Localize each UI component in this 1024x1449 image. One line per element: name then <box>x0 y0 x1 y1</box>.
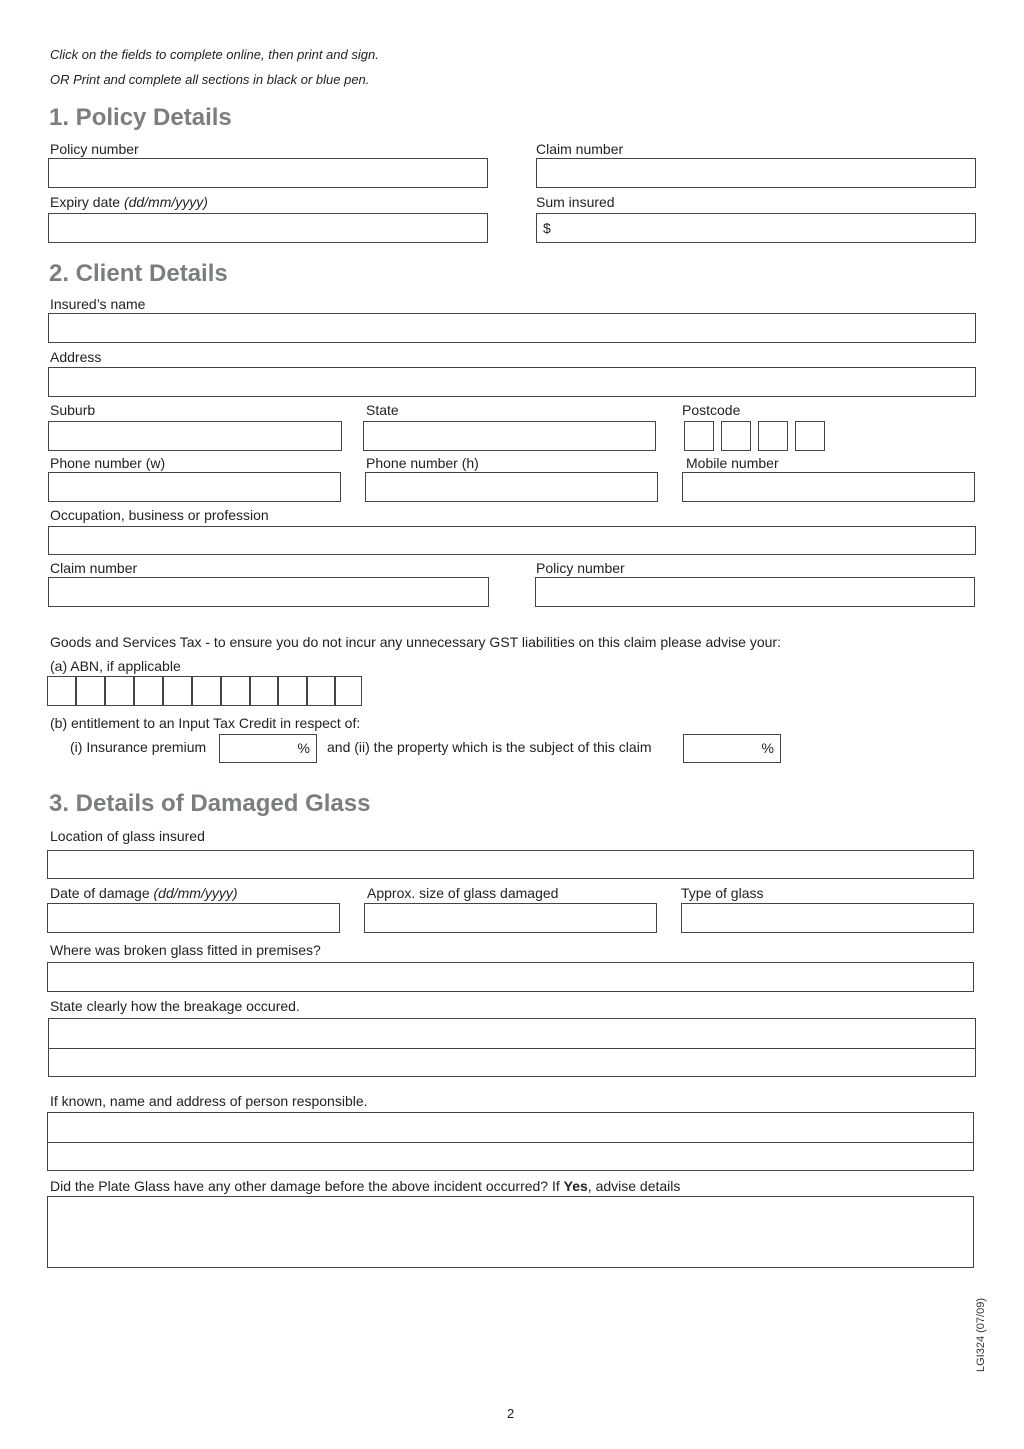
fitted-label: Where was broken glass fitted in premises? <box>50 942 321 958</box>
claim-number-field[interactable] <box>536 158 976 188</box>
abn-digit-6[interactable] <box>192 676 221 706</box>
address-field[interactable] <box>48 367 976 397</box>
other-damage-field[interactable] <box>47 1196 974 1268</box>
breakage-label: State clearly how the breakage occured. <box>50 998 300 1014</box>
fitted-field[interactable] <box>47 962 974 992</box>
sum-insured-field[interactable] <box>536 213 976 243</box>
percent-sign: % <box>297 740 310 756</box>
section-1-title: 1. Policy Details <box>49 104 232 131</box>
occupation-field[interactable] <box>48 526 976 555</box>
abn-digit-10[interactable] <box>307 676 335 706</box>
client-policy-number-label: Policy number <box>536 560 625 576</box>
postcode-digit-1[interactable] <box>684 421 714 451</box>
property-percent-field[interactable] <box>683 734 781 763</box>
type-field[interactable] <box>681 903 974 933</box>
abn-digit-11[interactable] <box>335 676 362 706</box>
expiry-date-label: Expiry date (dd/mm/yyyy) <box>50 194 208 210</box>
state-label: State <box>366 402 399 418</box>
claim-number-label: Claim number <box>536 141 624 157</box>
occupation-label: Occupation, business or profession <box>50 507 269 523</box>
mobile-field[interactable] <box>682 472 975 502</box>
responsible-label: If known, name and address of person responsible. <box>50 1093 368 1109</box>
postcode-digit-4[interactable] <box>795 421 825 451</box>
breakage-field-line-2[interactable] <box>48 1048 976 1077</box>
responsible-field-line-1[interactable] <box>47 1112 974 1143</box>
abn-label: (a) ABN, if applicable <box>50 658 181 674</box>
itc-label: (b) entitlement to an Input Tax Credit in respect of: <box>50 715 361 731</box>
breakage-field-line-1[interactable] <box>48 1018 976 1049</box>
property-label: and (ii) the property which is the subject of this claim <box>327 739 652 755</box>
expiry-date-field[interactable] <box>48 213 488 243</box>
client-claim-number-field[interactable] <box>48 577 489 607</box>
mobile-label: Mobile number <box>686 455 779 471</box>
client-policy-number-field[interactable] <box>535 577 975 607</box>
abn-digit-8[interactable] <box>250 676 278 706</box>
type-label: Type of glass <box>681 885 764 901</box>
gst-text: Goods and Services Tax - to ensure you do not incur any unnecessary GST liabilities on this claim please advise your: <box>50 634 781 650</box>
intro-line-1: Click on the fields to complete online, then print and sign. <box>50 47 379 62</box>
insured-name-field[interactable] <box>48 313 976 343</box>
phone-w-label: Phone number (w) <box>50 455 166 471</box>
form-code: LGI324 (07/09) <box>975 1298 987 1372</box>
section-2-title: 2. Client Details <box>49 260 228 287</box>
phone-w-field[interactable] <box>48 472 341 502</box>
abn-digit-2[interactable] <box>76 676 105 706</box>
phone-h-field[interactable] <box>365 472 658 502</box>
phone-h-label: Phone number (h) <box>366 455 479 471</box>
client-claim-number-label: Claim number <box>50 560 138 576</box>
abn-digit-3[interactable] <box>105 676 134 706</box>
abn-digit-5[interactable] <box>163 676 192 706</box>
size-field[interactable] <box>364 903 657 933</box>
intro-line-2: OR Print and complete all sections in black or blue pen. <box>50 72 370 87</box>
postcode-digit-2[interactable] <box>721 421 751 451</box>
policy-number-field[interactable] <box>48 158 488 188</box>
address-label: Address <box>50 349 102 365</box>
date-damage-label: Date of damage (dd/mm/yyyy) <box>50 885 238 901</box>
postcode-label: Postcode <box>682 402 741 418</box>
policy-number-label: Policy number <box>50 141 139 157</box>
size-label: Approx. size of glass damaged <box>367 885 559 901</box>
date-damage-field[interactable] <box>47 903 340 933</box>
location-label: Location of glass insured <box>50 828 205 844</box>
responsible-field-line-2[interactable] <box>47 1142 974 1171</box>
abn-digit-1[interactable] <box>47 676 76 706</box>
suburb-label: Suburb <box>50 402 96 418</box>
page-number: 2 <box>507 1406 515 1421</box>
postcode-digit-3[interactable] <box>758 421 788 451</box>
location-field[interactable] <box>47 850 974 879</box>
other-damage-label: Did the Plate Glass have any other damage before the above incident occurred? If Yes, advise details <box>50 1178 681 1194</box>
sum-insured-label: Sum insured <box>536 194 615 210</box>
percent-sign: % <box>761 740 774 756</box>
abn-digit-9[interactable] <box>278 676 307 706</box>
dollar-prefix: $ <box>543 220 551 236</box>
section-3-title: 3. Details of Damaged Glass <box>49 790 371 817</box>
suburb-field[interactable] <box>48 421 342 451</box>
abn-digit-7[interactable] <box>221 676 250 706</box>
insured-name-label: Insured’s name <box>50 296 146 312</box>
abn-digit-4[interactable] <box>134 676 163 706</box>
premium-percent-field[interactable] <box>219 734 317 763</box>
premium-label: (i) Insurance premium <box>70 739 207 755</box>
state-field[interactable] <box>363 421 656 451</box>
